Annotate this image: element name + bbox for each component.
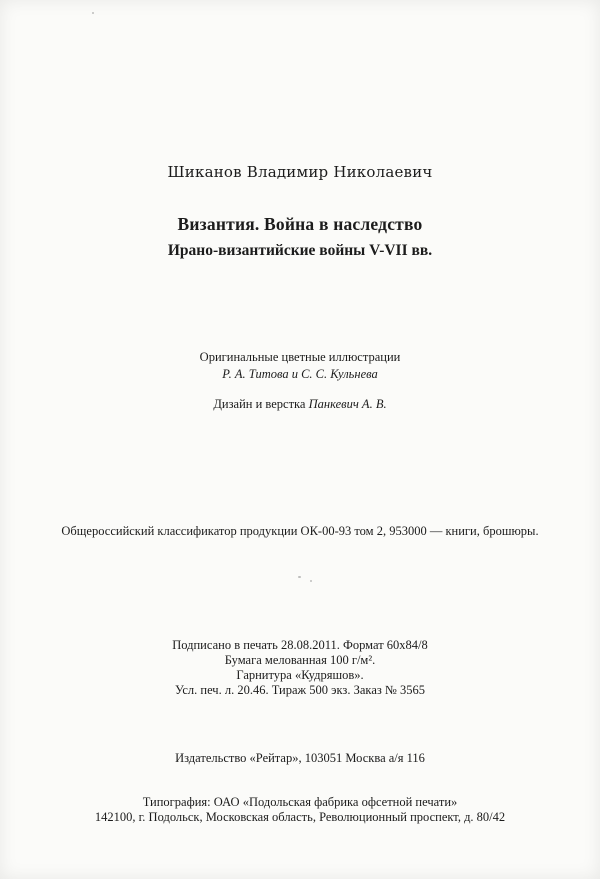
illustrators-names: Р. А. Титова и С. С. Кульнева: [222, 367, 378, 381]
paper-info: Бумага мелованная 100 г/м².: [224, 653, 376, 667]
illustrations-label: Оригинальные цветные иллюстрации: [199, 350, 401, 364]
paper-speck: [298, 576, 301, 578]
publisher-info: Издательство «Рейтар», 103051 Москва а/я 116: [175, 751, 425, 765]
design-credit: [0, 397, 600, 412]
paper-speck: [92, 12, 94, 14]
print-run-info: Усл. печ. л. 20.46. Тираж 500 экз. Заказ № 3565: [175, 683, 425, 697]
author-name: Шиканов Владимир Николаевич: [167, 163, 433, 181]
design-label: Дизайн и верстка: [213, 397, 306, 411]
designer-name: Панкевич А. В.: [308, 397, 387, 411]
signed-to-print: Подписано в печать 28.08.2011. Формат 60х84/8: [172, 638, 428, 652]
typeface-info: Гарнитура «Кудряшов».: [236, 668, 364, 682]
book-subtitle: Ирано-византийские войны V-VII вв.: [167, 242, 433, 259]
product-classifier: Общероссийский классификатор продукции ОК-00-93 том 2, 953000 — книги, брошюры.: [61, 524, 539, 538]
printing-house-address: 142100, г. Подольск, Московская область, Революционный проспект, д. 80/42: [94, 810, 506, 824]
printing-house-name: Типография: ОАО «Подольская фабрика офсетной печати»: [142, 795, 458, 809]
paper-speck: [310, 580, 312, 582]
book-title: Византия. Война в наследство: [177, 214, 423, 234]
